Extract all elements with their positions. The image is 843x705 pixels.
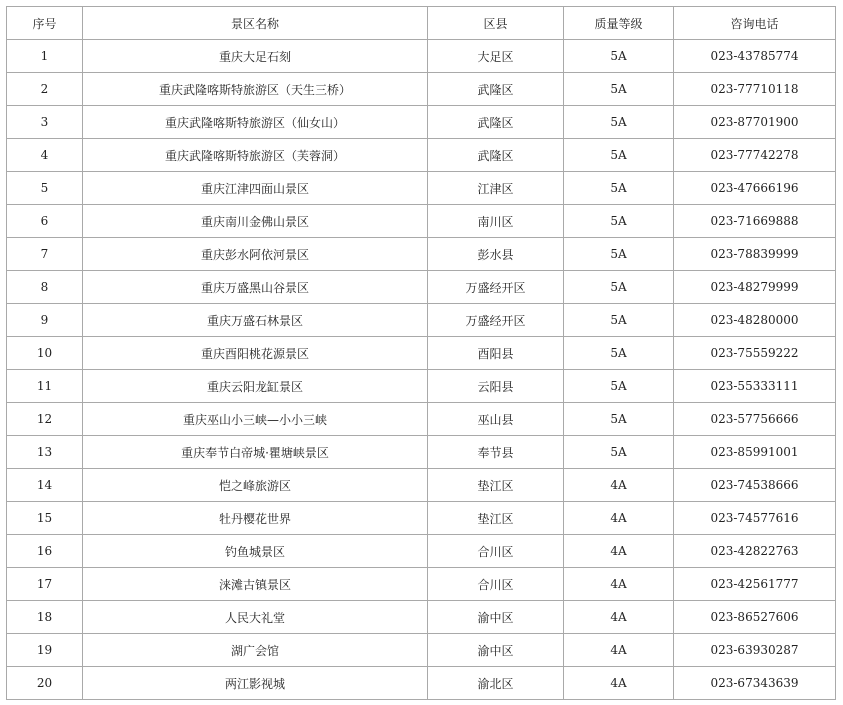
cell-district: 南川区 [428,205,564,238]
cell-phone: 023-78839999 [674,238,836,271]
cell-name: 重庆南川金佛山景区 [83,205,428,238]
cell-district: 酉阳县 [428,337,564,370]
cell-grade: 5A [564,40,674,73]
table-row [7,667,836,700]
table-row [7,436,836,469]
cell-phone: 023-48279999 [674,271,836,304]
cell-no: 9 [7,304,83,337]
cell-district: 彭水县 [428,238,564,271]
cell-no: 13 [7,436,83,469]
cell-grade: 5A [564,271,674,304]
cell-no: 19 [7,634,83,667]
table-row [7,271,836,304]
cell-grade: 4A [564,568,674,601]
cell-name: 牡丹樱花世界 [83,502,428,535]
cell-phone: 023-43785774 [674,40,836,73]
cell-district: 合川区 [428,568,564,601]
cell-phone: 023-55333111 [674,370,836,403]
cell-district: 云阳县 [428,370,564,403]
cell-grade: 5A [564,403,674,436]
cell-name: 重庆武隆喀斯特旅游区（芙蓉洞） [83,139,428,172]
cell-name: 湖广会馆 [83,634,428,667]
table-row [7,634,836,667]
table-row [7,139,836,172]
cell-no: 18 [7,601,83,634]
cell-name: 重庆云阳龙缸景区 [83,370,428,403]
cell-grade: 5A [564,205,674,238]
cell-no: 15 [7,502,83,535]
cell-name: 重庆万盛石林景区 [83,304,428,337]
cell-district: 垫江区 [428,469,564,502]
cell-grade: 5A [564,73,674,106]
header-row [7,7,836,40]
cell-phone: 023-47666196 [674,172,836,205]
cell-district: 渝中区 [428,601,564,634]
cell-name: 重庆武隆喀斯特旅游区（仙女山） [83,106,428,139]
header-phone: 咨询电话 [674,7,836,40]
cell-grade: 4A [564,502,674,535]
cell-district: 渝北区 [428,667,564,700]
cell-name: 重庆奉节白帝城·瞿塘峡景区 [83,436,428,469]
cell-district: 大足区 [428,40,564,73]
cell-phone: 023-75559222 [674,337,836,370]
cell-grade: 4A [564,634,674,667]
cell-no: 4 [7,139,83,172]
cell-grade: 5A [564,337,674,370]
header-grade: 质量等级 [564,7,674,40]
cell-phone: 023-71669888 [674,205,836,238]
cell-no: 10 [7,337,83,370]
table-row [7,535,836,568]
table-row [7,601,836,634]
cell-phone: 023-42822763 [674,535,836,568]
cell-phone: 023-57756666 [674,403,836,436]
cell-no: 2 [7,73,83,106]
cell-phone: 023-87701900 [674,106,836,139]
header-district: 区县 [428,7,564,40]
cell-no: 8 [7,271,83,304]
cell-name: 重庆大足石刻 [83,40,428,73]
table-row [7,370,836,403]
cell-phone: 023-42561777 [674,568,836,601]
cell-no: 20 [7,667,83,700]
cell-district: 奉节县 [428,436,564,469]
cell-grade: 5A [564,106,674,139]
table-row [7,502,836,535]
cell-district: 渝中区 [428,634,564,667]
cell-name: 钓鱼城景区 [83,535,428,568]
cell-phone: 023-86527606 [674,601,836,634]
cell-grade: 5A [564,304,674,337]
table-row [7,568,836,601]
cell-district: 武隆区 [428,106,564,139]
table-row [7,403,836,436]
cell-no: 12 [7,403,83,436]
cell-name: 重庆万盛黑山谷景区 [83,271,428,304]
table-row [7,172,836,205]
cell-no: 1 [7,40,83,73]
cell-phone: 023-74538666 [674,469,836,502]
cell-name: 涞滩古镇景区 [83,568,428,601]
table-row [7,469,836,502]
cell-name: 重庆彭水阿依河景区 [83,238,428,271]
table-header [7,7,836,40]
cell-phone: 023-74577616 [674,502,836,535]
table-row [7,304,836,337]
cell-grade: 5A [564,436,674,469]
cell-district: 江津区 [428,172,564,205]
cell-no: 7 [7,238,83,271]
cell-grade: 4A [564,601,674,634]
cell-grade: 4A [564,469,674,502]
table-row [7,40,836,73]
table-row [7,73,836,106]
cell-district: 巫山县 [428,403,564,436]
cell-name: 重庆酉阳桃花源景区 [83,337,428,370]
cell-grade: 4A [564,535,674,568]
cell-name: 重庆巫山小三峡—小小三峡 [83,403,428,436]
cell-no: 14 [7,469,83,502]
cell-no: 11 [7,370,83,403]
cell-phone: 023-77742278 [674,139,836,172]
cell-no: 5 [7,172,83,205]
scenic-spot-table [6,6,836,700]
cell-no: 3 [7,106,83,139]
scenic-spot-table-container [6,6,835,700]
cell-phone: 023-67343639 [674,667,836,700]
table-row [7,205,836,238]
header-name: 景区名称 [83,7,428,40]
cell-no: 16 [7,535,83,568]
cell-phone: 023-48280000 [674,304,836,337]
cell-name: 恺之峰旅游区 [83,469,428,502]
cell-phone: 023-63930287 [674,634,836,667]
cell-grade: 5A [564,139,674,172]
cell-no: 17 [7,568,83,601]
cell-phone: 023-85991001 [674,436,836,469]
header-no: 序号 [7,7,83,40]
cell-district: 万盛经开区 [428,304,564,337]
cell-district: 垫江区 [428,502,564,535]
cell-name: 重庆江津四面山景区 [83,172,428,205]
cell-name: 人民大礼堂 [83,601,428,634]
cell-phone: 023-77710118 [674,73,836,106]
cell-district: 合川区 [428,535,564,568]
cell-district: 万盛经开区 [428,271,564,304]
cell-no: 6 [7,205,83,238]
cell-grade: 5A [564,370,674,403]
cell-grade: 5A [564,238,674,271]
cell-name: 重庆武隆喀斯特旅游区（天生三桥） [83,73,428,106]
cell-grade: 4A [564,667,674,700]
table-row [7,238,836,271]
table-row [7,337,836,370]
cell-name: 两江影视城 [83,667,428,700]
cell-grade: 5A [564,172,674,205]
cell-district: 武隆区 [428,73,564,106]
cell-district: 武隆区 [428,139,564,172]
table-row [7,106,836,139]
table-body [7,40,836,700]
